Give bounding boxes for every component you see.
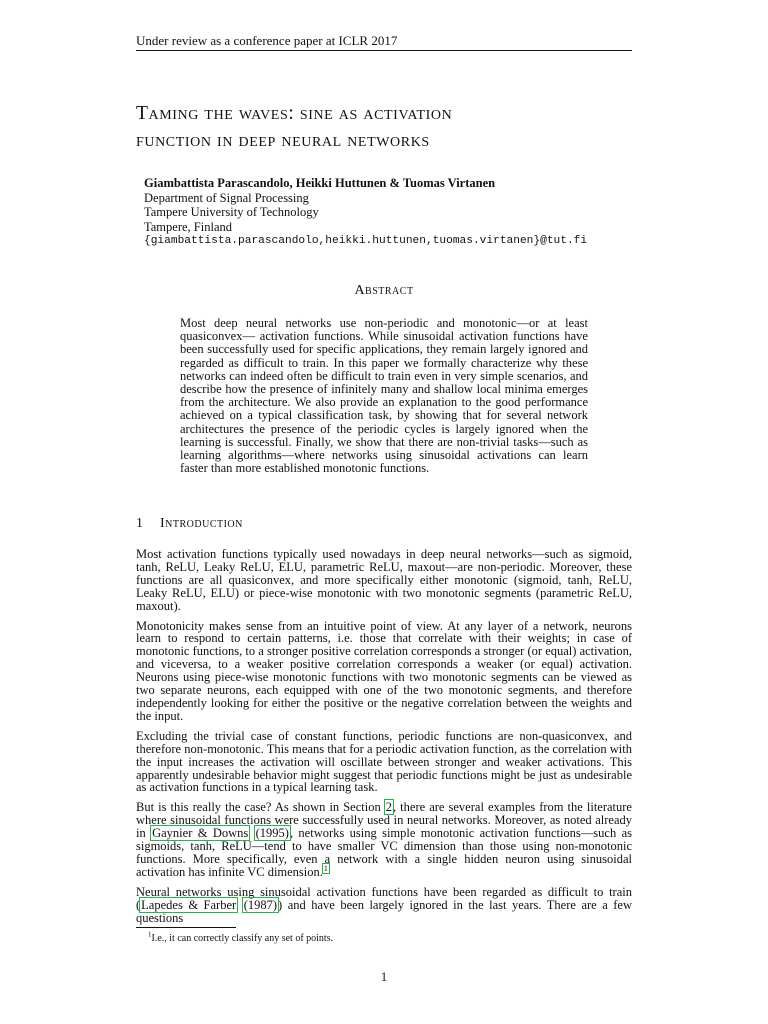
page-number: 1 (380, 970, 388, 984)
paragraph (136, 801, 632, 878)
paragraph-text: , networks using simple monotonic activation functions—such as sigmoids, tanh, ReLU—tend to have smaller VC dimension than those using non-monotonic functions. More specifically, even a network with a single hidden neuron using sinusoidal activation has infinite VC dimension. (136, 826, 632, 879)
footnote (148, 930, 334, 944)
citation-year-link-gaynier[interactable]: (1995) (255, 826, 289, 841)
author-department: Department of Signal Processing (144, 190, 309, 205)
paragraph-text: ) and have been largely ignored in the last years. There are a few questions (136, 897, 632, 925)
paragraph: Monotonicity makes sense from an intuitive point of view. At any layer of a network, neurons learn to respond to certain patterns, i.e. those that correlate with their weights; in case of monotonic functions, to a stronger positive correlation corresponds a stronger (or equal) activation, and viceversa, to a weaker positive correlation corresponds a weaker (or equal) activation. Neurons using piece-wise monotonic functions with two monotonic segments can be viewed as two separate neurons, each equipped with one of the two monotonic segments, and therefore independently looking for either the positive or the negative correlation between the weights and the input. (136, 618, 632, 723)
paragraph: Excluding the trivial case of constant functions, periodic functions are non-quasiconvex, and therefore non-monotonic. This means that for a periodic activation function, as the correlation with the input increases the activation will oscillate between stronger and weaker activations. This apparently undesirable behavior might suggest that periodic functions might be just as undesirable as activation functions in a typical learning task. (136, 728, 632, 795)
paragraph (136, 886, 632, 925)
footnote-text: I.e., it can correctly classify any set of points. (151, 933, 334, 944)
author-block (144, 176, 587, 249)
author-names: Giambattista Parascandolo, Heikki Huttunen & Tuomas Virtanen (144, 176, 496, 190)
section-reference-link[interactable]: 2 (385, 800, 393, 815)
footnote-rule (136, 927, 236, 928)
title-line-1: Taming the waves: sine as activation (136, 103, 453, 124)
abstract-heading: Abstract (354, 283, 414, 298)
paragraph: Most activation functions typically used nowadays in deep neural networks—such as sigmoid, tanh, ReLU, Leaky ReLU, ELU, parametric ReLU, maxout—are non-periodic. Moreover, these functions are all quasiconvex, and more specifically either monotonic (sigmoid, tanh, ReLU, Leaky ReLU, ELU) or piece-wise monotonic with two monotonic segments (parametric ReLU, maxout). (136, 547, 632, 613)
section-title: Introduction (160, 516, 243, 531)
footnote-link[interactable]: 1 (323, 863, 328, 873)
citation-year-link-lapedes[interactable]: (1987) (243, 897, 278, 912)
paragraph-text: , there are several examples from the literature where sinusoidal functions were successfully used in neural networks. Moreover, as noted already in (136, 800, 632, 841)
section-heading (136, 516, 243, 532)
citation-link-lapedes[interactable]: Lapedes & Farber (141, 897, 237, 912)
paper-title (136, 100, 452, 154)
running-header: Under review as a conference paper at ICLR 2017 (136, 33, 398, 48)
paragraph-text: But is this really the case? As shown in Section (136, 800, 385, 815)
author-location: Tampere, Finland (144, 219, 232, 234)
header-rule (136, 50, 632, 51)
section-number: 1 (136, 516, 144, 531)
abstract-text: Most deep neural networks use non-periodic and monotonic—or at least quasiconvex— activation functions. While sinusoidal activation functions have been successfully used for specific applications, they remain largely ignored and regarded as difficult to train. In this paper we formally characterize why these networks can indeed often be difficult to train even in very simple scenarios, and describe how the presence of infinitely many and shallow local minima emerges from the architecture. We also provide an explanation to the good performance achieved on a typical classification task, by showing that for several network architectures the presence of the periodic cycles is largely ignored when the learning is successful. Finally, we show that there are non-trivial tasks—such as learning algorithms—where networks using sinusoidal activations can learn faster than more established monotonic functions. (180, 316, 588, 476)
footnote-mark: 1 (148, 930, 152, 939)
citation-link-gaynier[interactable]: Gaynier & Downs (152, 826, 249, 841)
body-text (136, 548, 632, 931)
paragraph-text: Neural networks using sinusoidal activation functions have been regarded as difficult to train ( (136, 884, 632, 912)
title-line-2: function in deep neural networks (136, 130, 430, 151)
author-email[interactable]: {giambattista.parascandolo,heikki.huttunen,tuomas.virtanen}@tut.fi (144, 235, 588, 247)
author-university: Tampere University of Technology (144, 205, 319, 219)
